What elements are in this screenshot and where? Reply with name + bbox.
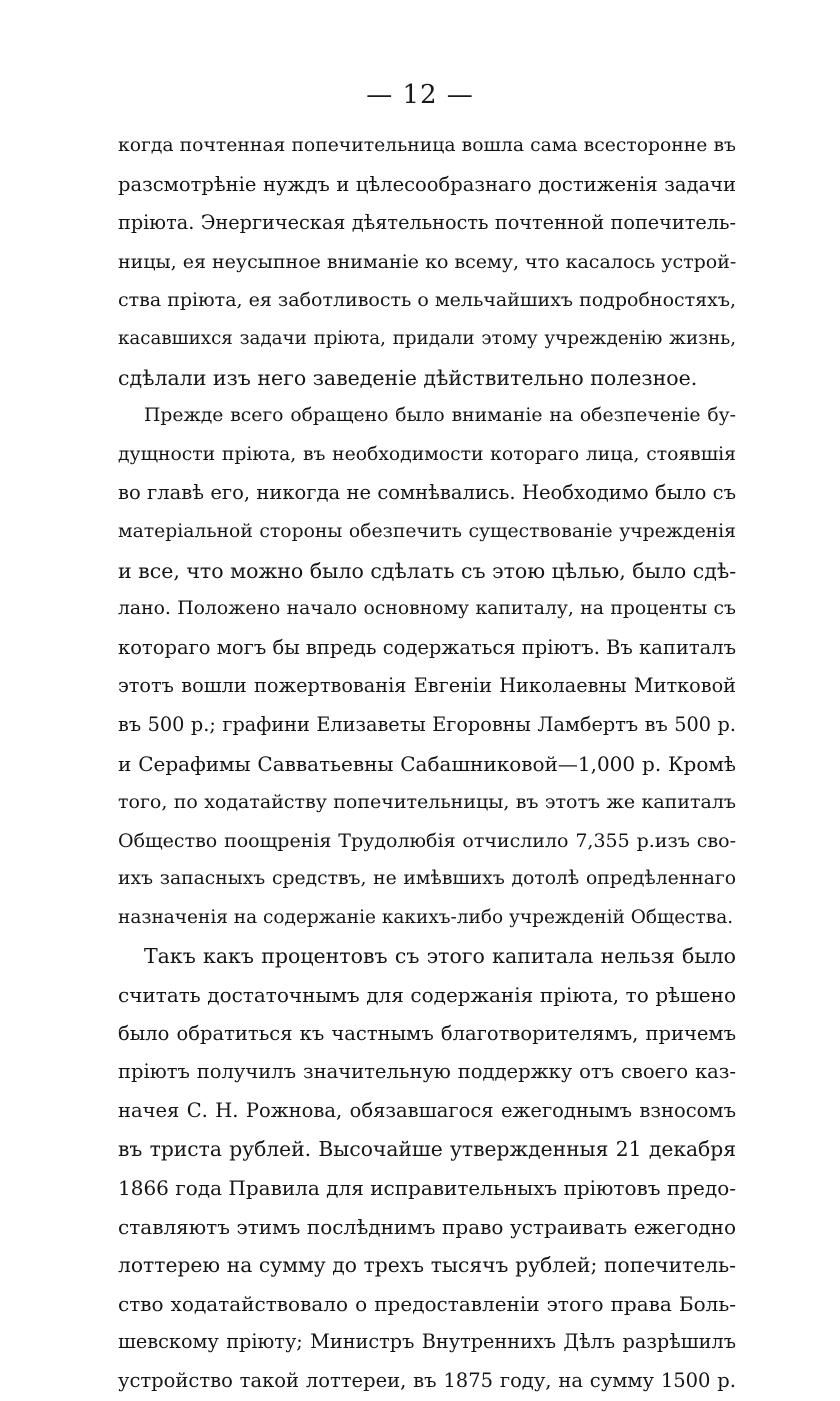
- text-line: пріюта. Энергическая дѣятельность почтенной попечитель-: [118, 211, 736, 235]
- text-line: назначенія на содержаніе какихъ-либо учрежденій Общества.: [118, 906, 734, 928]
- text-line: устройство такой лоттереи, въ 1875 году, на сумму 1500 р.: [118, 1369, 736, 1392]
- text-line: во главѣ его, никогда не сомнѣвались. Необходимо было съ: [118, 481, 736, 505]
- text-line: того, по ходатайству попечительницы, въ этотъ же капиталъ: [118, 791, 736, 814]
- text-line: матеріальной стороны обезпечить существованіе учрежденія: [118, 520, 736, 542]
- text-line: разсмотрѣніе нуждъ и цѣлесообразнаго достиженія задачи: [118, 172, 736, 196]
- text-line: шевскому пріюту; Министръ Внутреннихъ Дѣлъ разрѣшилъ: [118, 1330, 736, 1354]
- text-line: Общество поощренія Трудолюбія отчислило 7,355 р.изъ сво-: [118, 829, 736, 852]
- page-number: — 12 —: [366, 80, 474, 110]
- text-line: начея С. Н. Рожнова, обязавшагося ежегоднымъ взносомъ: [118, 1098, 736, 1122]
- text-line: лано. Положено начало основному капиталу, на проценты съ: [118, 598, 736, 620]
- text-line: въ 500 р.; графини Елизаветы Егоровны Ламбертъ въ 500 р.: [118, 712, 736, 736]
- text-line: когда почтенная попечительница вошла сама всесторонне въ: [118, 135, 736, 156]
- text-line: ства пріюта, ея заботливость о мельчайшихъ подробностяхъ,: [118, 289, 736, 312]
- text-line: котораго могъ бы впредь содержаться пріютъ. Въ капиталъ: [118, 635, 736, 659]
- text-line: ницы, ея неусыпное вниманіе ко всему, что касалось устрой-: [118, 250, 736, 273]
- text-line: лоттерею на сумму до трехъ тысячъ рублей; попечитель-: [118, 1253, 736, 1278]
- text-line: считать достаточнымъ для содержанія пріюта, то рѣшено: [118, 983, 736, 1008]
- text-line: пріютъ получилъ значительную поддержку отъ своего каз-: [118, 1060, 736, 1084]
- text-line: и Серафимы Савватьевны Сабашниковой—1,000 р. Кромѣ: [118, 751, 736, 776]
- text-line: касавшихся задачи пріюта, придали этому учрежденію жизнь,: [118, 327, 736, 349]
- text-line: ставляютъ этимъ послѣднимъ право устраивать ежегодно: [118, 1214, 736, 1239]
- text-line: въ триста рублей. Высочайше утвержденныя 21 декабря: [118, 1137, 736, 1162]
- text-line: этотъ вошли пожертвованія Евгеніи Николаевны Митковой: [118, 674, 736, 698]
- text-line: сдѣлали изъ него заведеніе дѣйствительно полезное.: [118, 365, 698, 390]
- text-line: ихъ запасныхъ средствъ, не имѣвшихъ дотолѣ опредѣленнаго: [118, 868, 736, 890]
- body-text: [118, 127, 736, 1401]
- text-line: и все, что можно было сдѣлать съ этою цѣлью, было сдѣ-: [118, 558, 736, 583]
- text-line: Прежде всего обращено было вниманіе на обезпеченіе бу-: [144, 405, 736, 427]
- text-line: 1866 года Правила для исправительныхъ пріютовъ предо-: [118, 1176, 736, 1201]
- text-line: Такъ какъ процентовъ съ этого капитала нельзя было: [144, 944, 736, 969]
- text-line: ство ходатайствовало о предоставленіи этого права Боль-: [118, 1291, 736, 1316]
- text-line: было обратиться къ частнымъ благотворителямъ, причемъ: [118, 1021, 736, 1045]
- text-line: дущности пріюта, въ необходимости котораго лица, стоявшія: [118, 443, 736, 465]
